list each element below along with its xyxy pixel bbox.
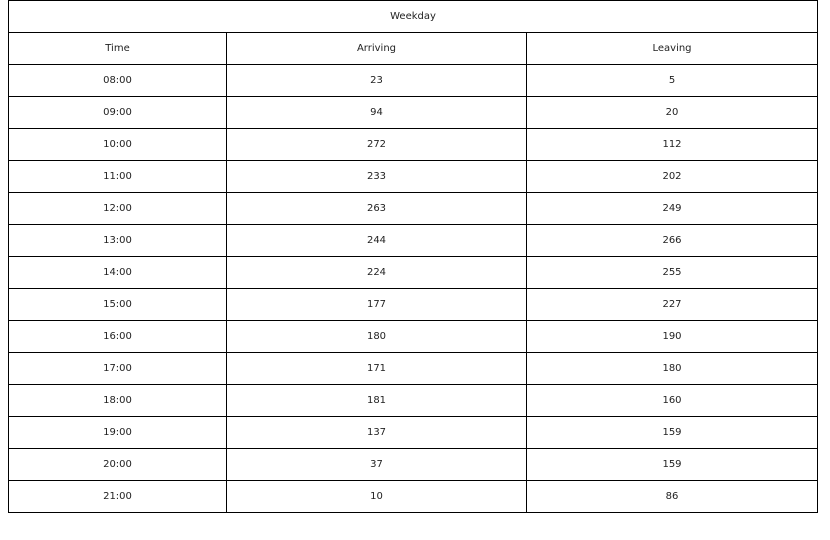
leaving-cell: 266	[527, 225, 818, 257]
time-cell: 15:00	[9, 289, 227, 321]
time-cell: 18:00	[9, 385, 227, 417]
leaving-cell: 112	[527, 129, 818, 161]
time-cell: 19:00	[9, 417, 227, 449]
arriving-cell: 180	[227, 321, 527, 353]
time-cell: 10:00	[9, 129, 227, 161]
arriving-cell: 272	[227, 129, 527, 161]
leaving-cell: 249	[527, 193, 818, 225]
arriving-cell: 263	[227, 193, 527, 225]
table-row	[9, 225, 818, 257]
time-cell: 09:00	[9, 97, 227, 129]
leaving-cell: 227	[527, 289, 818, 321]
time-cell: 21:00	[9, 481, 227, 513]
leaving-cell: 160	[527, 385, 818, 417]
table-row	[9, 481, 818, 513]
arriving-cell: 37	[227, 449, 527, 481]
time-cell: 13:00	[9, 225, 227, 257]
table-row	[9, 193, 818, 225]
leaving-cell: 159	[527, 417, 818, 449]
table-header-row	[9, 33, 818, 65]
time-cell: 11:00	[9, 161, 227, 193]
leaving-cell: 202	[527, 161, 818, 193]
leaving-cell: 86	[527, 481, 818, 513]
arriving-cell: 224	[227, 257, 527, 289]
arriving-cell: 137	[227, 417, 527, 449]
column-header-arriving: Arriving	[227, 33, 527, 65]
arriving-cell: 171	[227, 353, 527, 385]
arriving-cell: 244	[227, 225, 527, 257]
arriving-cell: 94	[227, 97, 527, 129]
arriving-cell: 177	[227, 289, 527, 321]
table-row	[9, 417, 818, 449]
time-cell: 16:00	[9, 321, 227, 353]
table-row	[9, 65, 818, 97]
table-row	[9, 161, 818, 193]
leaving-cell: 159	[527, 449, 818, 481]
leaving-cell: 255	[527, 257, 818, 289]
time-cell: 08:00	[9, 65, 227, 97]
time-cell: 12:00	[9, 193, 227, 225]
column-header-leaving: Leaving	[527, 33, 818, 65]
table-row	[9, 129, 818, 161]
table-caption: Weekday	[9, 1, 818, 33]
table-row	[9, 289, 818, 321]
time-cell: 17:00	[9, 353, 227, 385]
weekday-table-container	[8, 0, 817, 513]
table-row	[9, 353, 818, 385]
table-row	[9, 385, 818, 417]
leaving-cell: 5	[527, 65, 818, 97]
weekday-table	[8, 0, 818, 513]
table-row	[9, 321, 818, 353]
table-caption-row	[9, 1, 818, 33]
leaving-cell: 180	[527, 353, 818, 385]
arriving-cell: 233	[227, 161, 527, 193]
time-cell: 14:00	[9, 257, 227, 289]
arriving-cell: 181	[227, 385, 527, 417]
leaving-cell: 20	[527, 97, 818, 129]
table-body	[9, 65, 818, 513]
arriving-cell: 23	[227, 65, 527, 97]
table-row	[9, 257, 818, 289]
table-row	[9, 97, 818, 129]
column-header-time: Time	[9, 33, 227, 65]
table-row	[9, 449, 818, 481]
leaving-cell: 190	[527, 321, 818, 353]
time-cell: 20:00	[9, 449, 227, 481]
arriving-cell: 10	[227, 481, 527, 513]
